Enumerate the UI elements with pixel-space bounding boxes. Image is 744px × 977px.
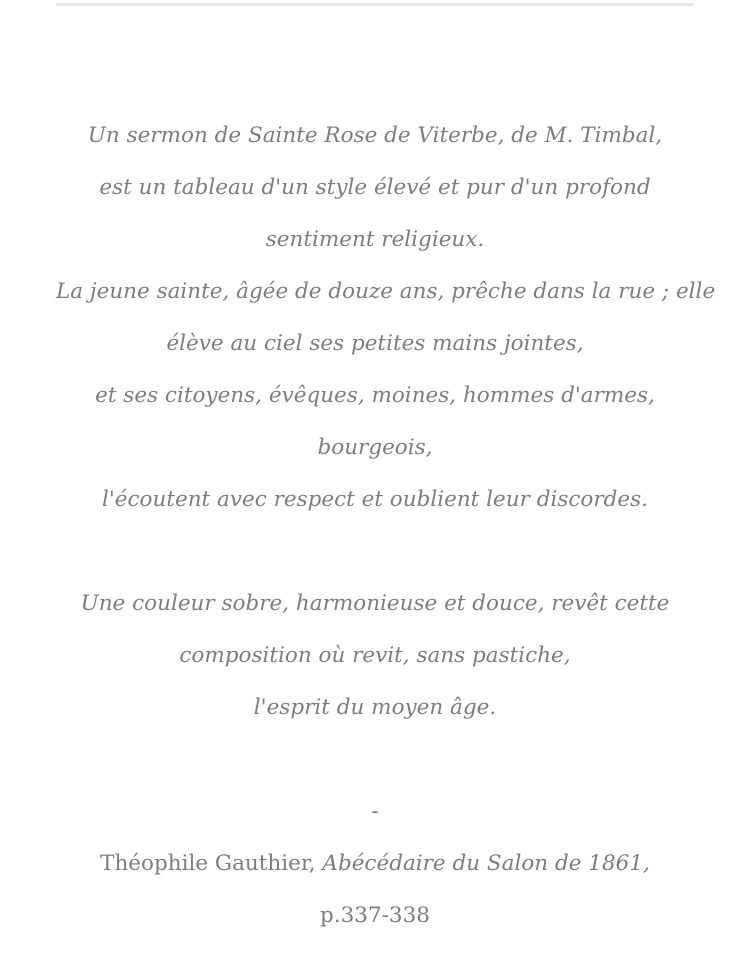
quote-line: l'esprit du moyen âge. [253,695,497,720]
citation-pages: p.337-338 [320,903,430,928]
citation-author: Théophile Gauthier, [100,851,316,876]
quote-line: Un sermon de Sainte Rose de Viterbe, de M. Timbal, [87,123,663,148]
citation-source [56,838,694,890]
paragraph-spacer [56,526,694,578]
quote-line: sentiment religieux. [265,227,485,252]
quote-line: l'écoutent avec respect et oublient leur discordes. [101,487,649,512]
quote-line: élève au ciel ses petites mains jointes, [166,331,584,356]
citation-block [56,786,694,942]
quote-line: La jeune sainte, âgée de douze ans, prêche dans la rue ; elle [56,279,716,304]
citation-separator: - [371,799,379,824]
quote-line: composition où revit, sans pastiche, [179,643,571,668]
quote-line: Une couleur sobre, harmonieuse et douce, revêt cette [80,591,670,616]
quote-line: et ses citoyens, évêques, moines, hommes d'armes, [95,383,655,408]
top-divider [56,3,694,6]
quote-line: est un tableau d'un style élevé et pur d'un profond [99,175,651,200]
quote-line: bourgeois, [317,435,433,460]
quote-block [56,110,716,734]
citation-work-title: Abécédaire du Salon de 1861, [322,851,650,876]
